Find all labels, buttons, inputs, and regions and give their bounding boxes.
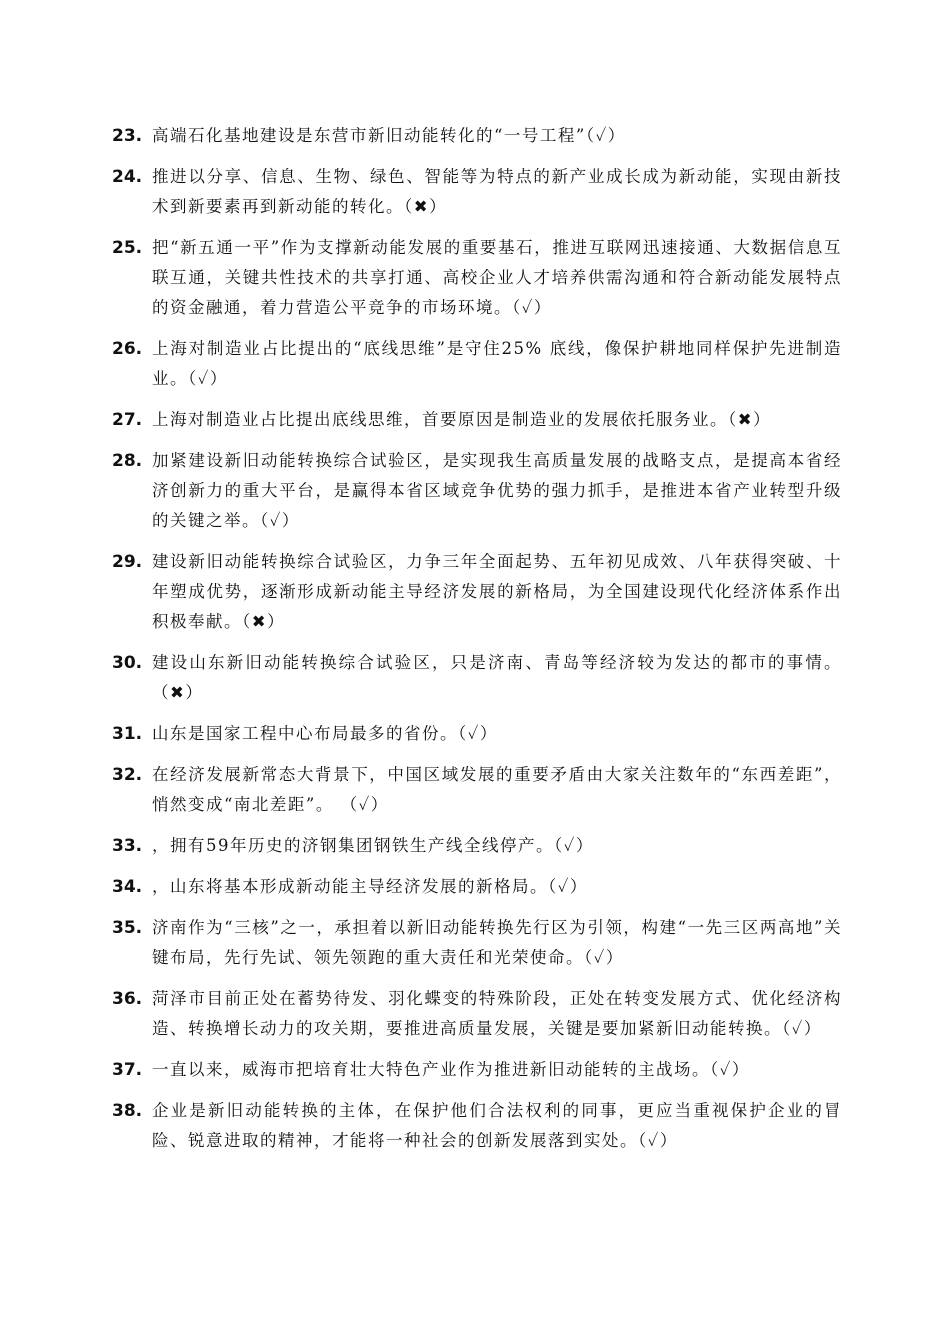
- list-item: [112, 831, 842, 861]
- item-text: 加紧建设新旧动能转换综合试验区，是实现我生高质量发展的战略支点，是提高本省经济创新力的重大平台，是赢得本省区域竞争优势的强力抓手，是推进本省产业转型升级的关键之举。（✓）: [152, 451, 842, 530]
- item-number: 29.: [112, 552, 143, 572]
- item-text: 济南作为“三核”之一，承担着以新旧动能转换先行区为引领，构建“一先三区两高地”关键布局，先行先试、领先领跑的重大责任和光荣使命。（✓）: [152, 918, 842, 967]
- list-item: [112, 872, 842, 902]
- item-text: 菏泽市目前正处在蓄势待发、羽化蝶变的特殊阶段，正处在转变发展方式、优化经济构造、转换增长动力的攻关期，要推进高质量发展，关键是要加紧新旧动能转换。（✓）: [152, 989, 842, 1038]
- list-item: [112, 233, 842, 323]
- list-item: [112, 1055, 842, 1085]
- item-text: 把“新五通一平”作为支撑新动能发展的重要基石，推进互联网迅速接通、大数据信息互联互通，关键共性技术的共享打通、高校企业人才培养供需沟通和符合新动能发展特点的资金融通，着力营造公平竞争的市场环境。（✓）: [152, 238, 842, 317]
- item-number: 30.: [112, 653, 143, 673]
- item-text: 企业是新旧动能转换的主体，在保护他们合法权利的同事，更应当重视保护企业的冒险、锐意进取的精神，才能将一种社会的创新发展落到实处。（✓）: [152, 1101, 842, 1150]
- item-number: 28.: [112, 451, 143, 471]
- item-text: 上海对制造业占比提出的“底线思维”是守住25% 底线，像保护耕地同样保护先进制造业。（✓）: [152, 339, 842, 388]
- list-item: [112, 719, 842, 749]
- item-text: 高端石化基地建设是东营市新旧动能转化的“一号工程”（✓）: [152, 126, 626, 145]
- item-number: 33.: [112, 836, 143, 856]
- item-number: 32.: [112, 765, 143, 785]
- item-text: 建设新旧动能转换综合试验区，力争三年全面起势、五年初见成效、八年获得突破、十年塑成优势，逐渐形成新动能主导经济发展的新格局，为全国建设现代化经济体系作出积极奉献。（✖）: [152, 552, 842, 631]
- item-text: 山东是国家工程中心布局最多的省份。（✓）: [152, 724, 498, 743]
- list-item: [112, 121, 842, 151]
- list-item: [112, 162, 842, 222]
- item-number: 24.: [112, 167, 143, 187]
- item-number: 34.: [112, 877, 143, 897]
- list-item: [112, 334, 842, 394]
- item-text: ，山东将基本形成新动能主导经济发展的新格局。（✓）: [152, 877, 588, 896]
- list-item: [112, 547, 842, 637]
- item-text: 在经济发展新常态大背景下，中国区域发展的重要矛盾由大家关注数年的“东西差距”，悄然变成“南北差距”。 （✓）: [152, 765, 842, 814]
- item-number: 31.: [112, 724, 143, 744]
- item-number: 26.: [112, 339, 143, 359]
- list-item: [112, 648, 842, 708]
- list-item: [112, 984, 842, 1044]
- item-number: 25.: [112, 238, 143, 258]
- item-number: 36.: [112, 989, 143, 1009]
- list-item: [112, 405, 842, 435]
- item-number: 23.: [112, 126, 143, 146]
- item-text: 上海对制造业占比提出底线思维，首要原因是制造业的发展依托服务业。（✖）: [152, 410, 772, 429]
- list-item: [112, 446, 842, 536]
- item-text: 一直以来，威海市把培育壮大特色产业作为推进新旧动能转的主战场。（✓）: [152, 1060, 750, 1079]
- item-number: 37.: [112, 1060, 143, 1080]
- document-body: [112, 121, 842, 1167]
- item-text: 推进以分享、信息、生物、绿色、智能等为特点的新产业成长成为新动能，实现由新技术到新要素再到新动能的转化。（✖）: [152, 167, 842, 216]
- item-text: ，拥有59年历史的济钢集团钢铁生产线全线停产。（✓）: [152, 836, 594, 855]
- item-number: 27.: [112, 410, 143, 430]
- item-number: 38.: [112, 1101, 143, 1121]
- list-item: [112, 760, 842, 820]
- item-text: 建设山东新旧动能转换综合试验区，只是济南、青岛等经济较为发达的都市的事情。（✖）: [152, 653, 842, 702]
- item-number: 35.: [112, 918, 143, 938]
- list-item: [112, 913, 842, 973]
- list-item: [112, 1096, 842, 1156]
